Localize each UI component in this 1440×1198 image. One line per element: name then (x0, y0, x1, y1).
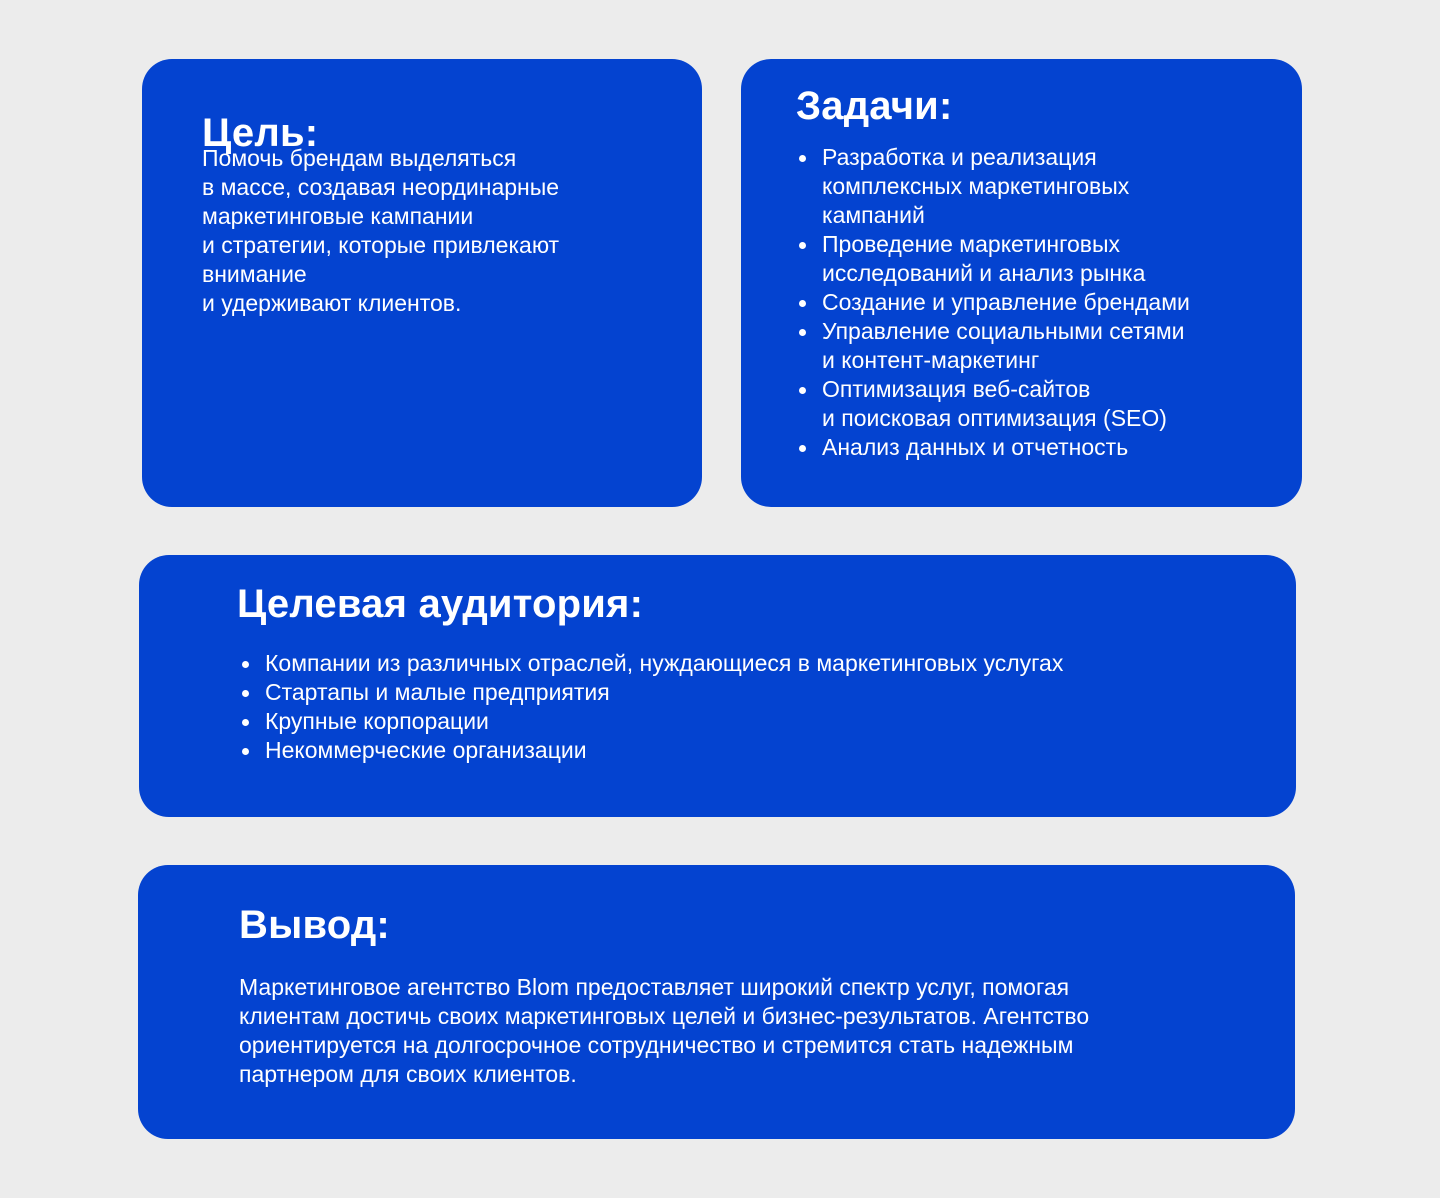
goal-title: Цель: (202, 111, 319, 155)
goal-text (202, 144, 559, 318)
goal-text-line: внимание (202, 261, 307, 287)
conclusion-card (138, 865, 1295, 1139)
list-item (796, 230, 1190, 288)
goal-text-line: в массе, создавая неординарные (202, 174, 560, 200)
list-item (796, 143, 1190, 230)
audience-title: Целевая аудитория: (237, 582, 644, 626)
conclusion-text-line: Маркетинговое агентство Blom предоставляет широкий спектр услуг, помогая (239, 974, 1070, 1000)
audience-list (239, 649, 1063, 765)
list-item-line: Проведение маркетинговых (822, 231, 1121, 257)
list-item (796, 288, 1190, 317)
list-item (796, 375, 1190, 433)
list-item-line: и контент-маркетинг (822, 347, 1040, 373)
list-item (239, 707, 1063, 736)
list-item (796, 433, 1190, 462)
conclusion-text-line: ориентируется на долгосрочное сотрудничество и стремится стать надежным (239, 1032, 1074, 1058)
tasks-card (741, 59, 1302, 507)
goal-text-line: Помочь брендам выделяться (202, 145, 517, 171)
list-item (796, 317, 1190, 375)
conclusion-text (239, 973, 1089, 1089)
list-item-line: Стартапы и малые предприятия (265, 679, 610, 705)
list-item-line: Крупные корпорации (265, 708, 489, 734)
tasks-list (796, 143, 1190, 462)
list-item-line: исследований и анализ рынка (822, 260, 1146, 286)
conclusion-text-line: партнером для своих клиентов. (239, 1061, 577, 1087)
list-item-line: Компании из различных отраслей, нуждающиеся в маркетинговых услугах (265, 650, 1064, 676)
list-item-line: Управление социальными сетями (822, 318, 1185, 344)
conclusion-text-line: клиентам достичь своих маркетинговых целей и бизнес-результатов. Агентство (239, 1003, 1090, 1029)
tasks-title: Задачи: (796, 84, 953, 128)
list-item (239, 736, 1063, 765)
list-item-line: комплексных маркетинговых (822, 173, 1130, 199)
goal-text-line: и удерживают клиентов. (202, 290, 462, 316)
list-item-line: Некоммерческие организации (265, 737, 587, 763)
goal-text-line: и стратегии, которые привлекают (202, 232, 560, 258)
list-item-line: Оптимизация веб-сайтов (822, 376, 1091, 402)
goal-text-line: маркетинговые кампании (202, 203, 474, 229)
audience-card (139, 555, 1296, 817)
list-item-line: Анализ данных и отчетность (822, 434, 1129, 460)
conclusion-title: Вывод: (239, 903, 390, 947)
list-item-line: Создание и управление брендами (822, 289, 1190, 315)
list-item-line: Разработка и реализация (822, 144, 1097, 170)
list-item (239, 678, 1063, 707)
list-item-line: и поисковая оптимизация (SEO) (822, 405, 1167, 431)
goal-card (142, 59, 702, 507)
list-item-line: кампаний (822, 202, 925, 228)
list-item (239, 649, 1063, 678)
